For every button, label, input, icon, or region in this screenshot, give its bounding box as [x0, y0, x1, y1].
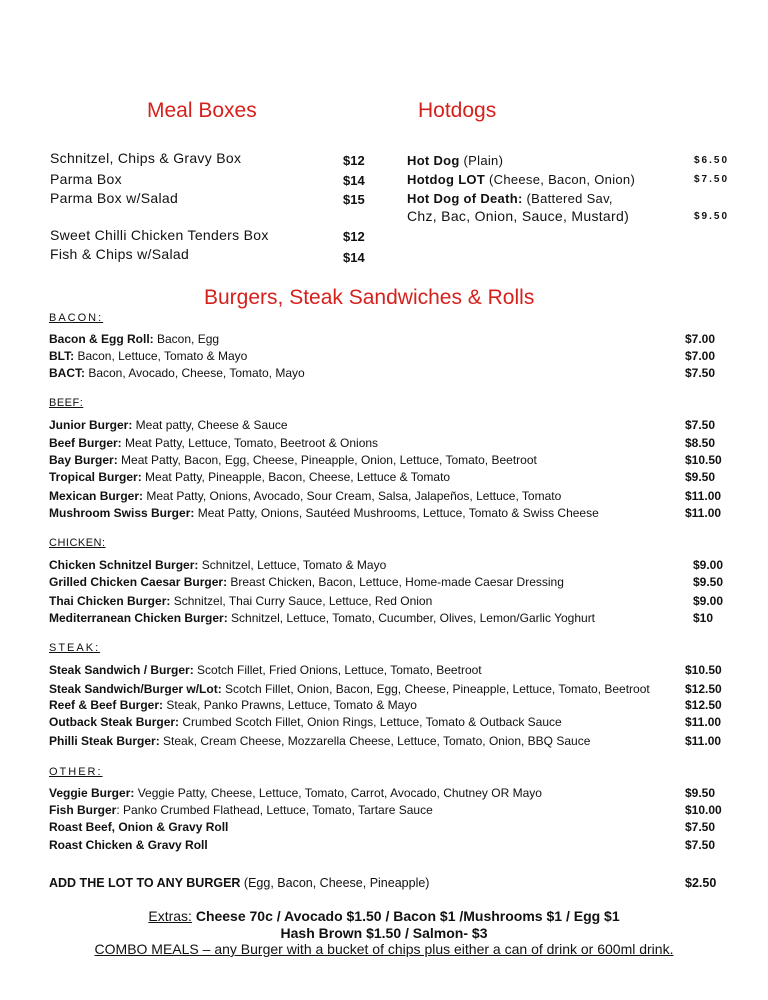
item-desc: Breast Chicken, Bacon, Lettuce, Home-made Caesar Dressing [227, 575, 564, 589]
category-bacon: BACON: [49, 312, 104, 324]
menu-row [49, 663, 729, 680]
item-desc: Bacon, Egg [153, 332, 220, 346]
item-name: Steak Sandwich / Burger: [49, 663, 194, 677]
item-name: Thai Chicken Burger: [49, 594, 171, 608]
menu-row [49, 838, 729, 855]
meal-box-price: $12 [343, 229, 365, 244]
item-desc: Meat Patty, Onions, Avocado, Sour Cream, Salsa, Jalapeños, Lettuce, Tomato [143, 489, 562, 503]
item-price: $7.50 [685, 838, 716, 852]
item-name: BACT: [49, 366, 85, 380]
item-name: Steak Sandwich/Burger w/Lot: [49, 682, 222, 696]
menu-row [49, 575, 729, 592]
item-desc: Scotch Fillet, Onion, Bacon, Egg, Cheese, Pineapple, Lettuce, Tomato, Beetroot [221, 682, 650, 696]
meal-box-name: Parma Box [50, 171, 122, 187]
hotdog-desc: (Battered Sav, [522, 191, 613, 206]
item-desc: Steak, Panko Prawns, Lettuce, Tomato & Mayo [163, 698, 417, 712]
hotdog-item [407, 153, 503, 168]
add-lot-desc: (Egg, Bacon, Cheese, Pineapple) [240, 876, 430, 890]
hotdog-price: $9.50 [694, 211, 730, 222]
category-chicken: CHICKEN: [49, 537, 106, 549]
meal-box-name: Fish & Chips w/Salad [50, 246, 190, 262]
menu-row [49, 698, 729, 715]
menu-row [49, 436, 729, 453]
combo-meals: COMBO MEALS – any Burger with a bucket of chips plus either a can of drink or 600ml drink. [94, 941, 674, 957]
add-lot-price: $2.50 [685, 876, 717, 890]
category-beef: BEEF: [49, 397, 84, 409]
item-desc: Schnitzel, Lettuce, Tomato, Cucumber, Olives, Lemon/Garlic Yoghurt [227, 611, 596, 625]
item-price: $10 [693, 611, 714, 625]
item-price: $8.50 [685, 436, 716, 450]
item-name: Mexican Burger: [49, 489, 144, 503]
meal-box-price: $15 [343, 192, 365, 207]
menu-row [49, 594, 729, 611]
menu-row [49, 820, 729, 837]
item-price: $9.50 [693, 575, 724, 589]
item-name: Tropical Burger: [49, 470, 142, 484]
item-desc: Meat Patty, Bacon, Egg, Cheese, Pineapple, Onion, Lettuce, Tomato, Beetroot [117, 453, 537, 467]
hotdog-price: $6.50 [694, 155, 730, 166]
item-price: $11.00 [685, 715, 722, 729]
item-price: $9.00 [693, 558, 724, 572]
category-steak: STEAK: [49, 642, 101, 654]
menu-row [49, 803, 729, 820]
menu-row [49, 558, 729, 575]
item-desc: : Panko Crumbed Flathead, Lettuce, Tomato, Tartare Sauce [116, 803, 433, 817]
hotdog-item [407, 191, 613, 206]
item-desc: Meat Patty, Lettuce, Tomato, Beetroot & Onions [121, 436, 379, 450]
item-price: $7.50 [685, 366, 716, 380]
item-name: Veggie Burger: [49, 786, 135, 800]
hotdogs-title: Hotdogs [418, 99, 497, 122]
menu-row [49, 682, 729, 699]
item-name: Beef Burger: [49, 436, 122, 450]
menu-row [49, 366, 729, 383]
item-name: Roast Beef, Onion & Gravy Roll [49, 820, 229, 834]
add-lot-name: ADD THE LOT TO ANY BURGER [49, 876, 241, 890]
meal-box-name: Parma Box w/Salad [50, 190, 179, 206]
extras-line-1 [0, 908, 768, 924]
item-name: Junior Burger: [49, 418, 133, 432]
item-name: Bay Burger: [49, 453, 118, 467]
extras-text: Cheese 70c / Avocado $1.50 / Bacon $1 /Mushrooms $1 / Egg $1 [191, 908, 620, 924]
extras-label: Extras: [148, 908, 192, 924]
item-name: Reef & Beef Burger: [49, 698, 164, 712]
menu-row [49, 453, 729, 470]
item-name: Chicken Schnitzel Burger: [49, 558, 199, 572]
item-desc: Meat patty, Cheese & Sauce [132, 418, 288, 432]
hotdog-name: Hot Dog [407, 153, 460, 168]
item-price: $12.50 [685, 682, 722, 696]
meal-box-price: $14 [343, 250, 365, 265]
category-other: OTHER: [49, 766, 103, 778]
item-price: $7.50 [685, 820, 716, 834]
meal-box-name: Sweet Chilli Chicken Tenders Box [50, 227, 269, 243]
menu-row [49, 786, 729, 803]
menu-row [49, 470, 729, 487]
item-desc: Scotch Fillet, Fried Onions, Lettuce, Tomato, Beetroot [193, 663, 482, 677]
item-name: Mushroom Swiss Burger: [49, 506, 195, 520]
item-desc: Schnitzel, Thai Curry Sauce, Lettuce, Red Onion [170, 594, 433, 608]
item-desc: Meat Patty, Pineapple, Bacon, Cheese, Lettuce & Tomato [141, 470, 451, 484]
item-desc: Steak, Cream Cheese, Mozzarella Cheese, Lettuce, Tomato, Onion, BBQ Sauce [159, 734, 591, 748]
item-price: $7.00 [685, 349, 716, 363]
item-name: Outback Steak Burger: [49, 715, 180, 729]
burgers-title: Burgers, Steak Sandwiches & Rolls [204, 286, 535, 309]
menu-row [49, 611, 729, 628]
item-name: Roast Chicken & Gravy Roll [49, 838, 208, 852]
item-price: $9.00 [693, 594, 724, 608]
item-desc: Crumbed Scotch Fillet, Onion Rings, Lettuce, Tomato & Outback Sauce [179, 715, 562, 729]
item-price: $11.00 [685, 489, 722, 503]
item-price: $10.50 [685, 453, 722, 467]
hotdog-price: $7.50 [694, 174, 730, 185]
menu-row [49, 332, 729, 349]
menu-row [49, 734, 729, 751]
item-desc: Schnitzel, Lettuce, Tomato & Mayo [198, 558, 387, 572]
item-price: $7.00 [685, 332, 716, 346]
hotdog-item [407, 172, 635, 187]
item-price: $7.50 [685, 418, 716, 432]
hotdog-desc: (Cheese, Bacon, Onion) [485, 172, 636, 187]
menu-row [49, 418, 729, 435]
extras-line-2: Hash Brown $1.50 / Salmon- $3 [280, 925, 488, 941]
item-price: $11.00 [685, 506, 722, 520]
item-name: Bacon & Egg Roll: [49, 332, 154, 346]
menu-row [49, 349, 729, 366]
item-name: BLT: [49, 349, 75, 363]
meal-boxes-title: Meal Boxes [147, 99, 257, 122]
hotdog-name: Hotdog LOT [407, 172, 486, 187]
menu-row [49, 489, 729, 506]
add-lot-row [49, 876, 729, 893]
item-price: $10.00 [685, 803, 722, 817]
hotdog-desc: (Plain) [459, 153, 504, 168]
hotdog-name: Hot Dog of Death: [407, 191, 523, 206]
item-name: Mediterranean Chicken Burger: [49, 611, 228, 625]
item-name: Philli Steak Burger: [49, 734, 160, 748]
item-desc: Meat Patty, Onions, Sautéed Mushrooms, Lettuce, Tomato & Swiss Cheese [194, 506, 599, 520]
item-name: Fish Burger [49, 803, 117, 817]
meal-box-price: $14 [343, 173, 365, 188]
hotdog-desc-cont: Chz, Bac, Onion, Sauce, Mustard) [407, 208, 630, 224]
item-price: $11.00 [685, 734, 722, 748]
item-desc: Bacon, Avocado, Cheese, Tomato, Mayo [85, 366, 305, 380]
item-name: Grilled Chicken Caesar Burger: [49, 575, 228, 589]
item-price: $9.50 [685, 470, 716, 484]
item-desc: Bacon, Lettuce, Tomato & Mayo [74, 349, 248, 363]
item-price: $9.50 [685, 786, 716, 800]
meal-box-name: Schnitzel, Chips & Gravy Box [50, 150, 242, 166]
item-price: $10.50 [685, 663, 722, 677]
menu-row [49, 506, 729, 523]
menu-row [49, 715, 729, 732]
meal-box-price: $12 [343, 153, 365, 168]
item-desc: Veggie Patty, Cheese, Lettuce, Tomato, Carrot, Avocado, Chutney OR Mayo [134, 786, 542, 800]
item-price: $12.50 [685, 698, 722, 712]
